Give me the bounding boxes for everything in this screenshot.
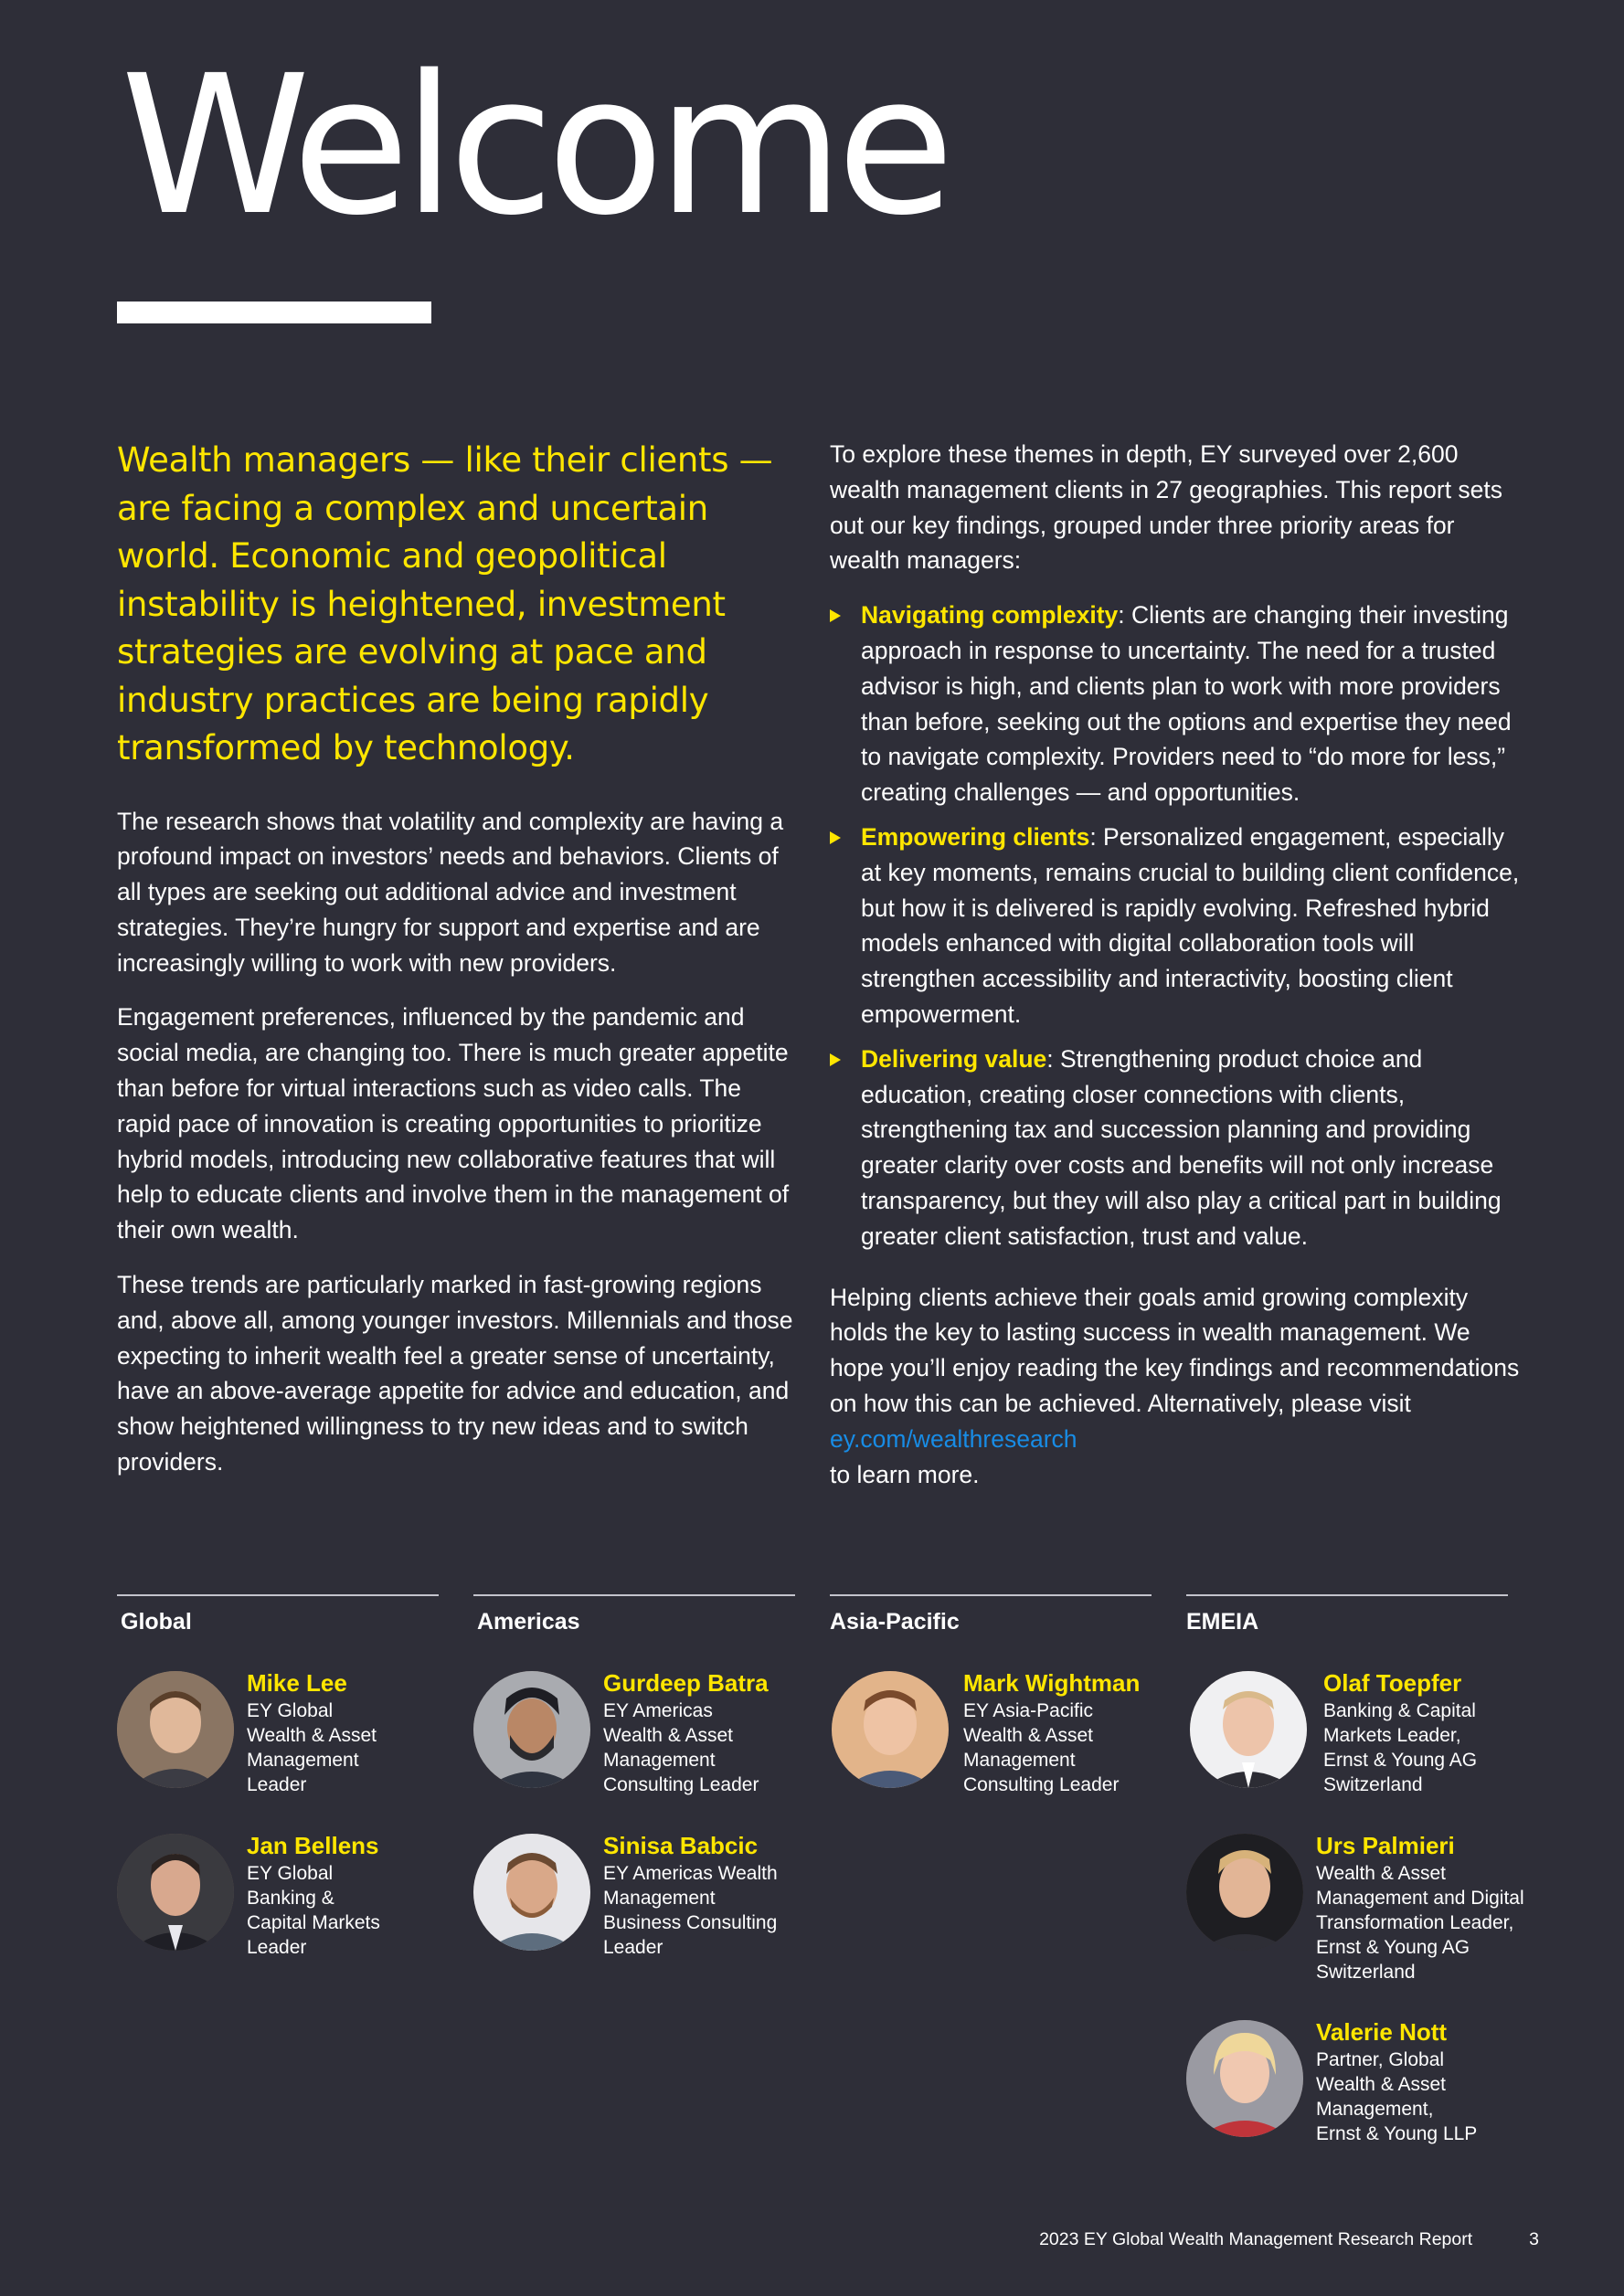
triangle-bullet-icon — [830, 1053, 841, 1066]
page-number: 3 — [1529, 2229, 1539, 2249]
avatar — [832, 1671, 949, 1788]
triangle-bullet-icon — [830, 831, 841, 844]
contact-name: Valerie Nott — [1316, 2018, 1448, 2046]
priority-title: Delivering value — [861, 1044, 1047, 1073]
closing-paragraph — [830, 1280, 1524, 1493]
contact-role: EY Americas Wealth & Asset Management Consulting Leader — [603, 1700, 759, 1795]
region-divider — [117, 1594, 439, 1596]
report-title: 2023 EY Global Wealth Management Research Report — [1039, 2229, 1473, 2249]
contact-name: Mark Wightman — [963, 1669, 1141, 1697]
closing-text: Helping clients achieve their goals amid growing complexity holds the key to lasting success in wealth management. We hope you’ll enjoy reading the key findings and recommendations on how this can be achieved. Alternatively, please visit — [830, 1283, 1520, 1417]
avatar — [473, 1671, 590, 1788]
right-column — [830, 437, 1524, 1511]
avatar — [473, 1834, 590, 1951]
contact-name: Urs Palmieri — [1316, 1832, 1455, 1859]
region-asia-pacific — [830, 1594, 1152, 1795]
contact-name: Mike Lee — [247, 1669, 347, 1697]
body-paragraph: The research shows that volatility and complexity are having a profound impact on investors’ needs and behaviors. Clients of all types are seeking out additional advice and investment strategies. They’re hungry for support and expertise and are increasingly willing to work with new providers. — [117, 807, 784, 977]
contact-role: Partner, Global Wealth & Asset Management, Ernst & Young LLP — [1316, 2049, 1478, 2144]
region-divider — [473, 1594, 795, 1596]
lead-paragraph: Wealth managers — like their clients — are facing a complex and uncertain world. Economic and geopolitical instability is heightened, investment strategies are evolving at pace and industry practices are being rapidly transformed by technology. — [117, 440, 773, 767]
priority-text: : Personalized engagement, especially at key moments, remains crucial to building client confidence, but how it is delivered is rapidly evolving. Refreshed hybrid models enhanced with digital collaboration tools will strengthen accessibility and interactivity, boosting client empowerment. — [861, 822, 1520, 1028]
contact-role: Banking & Capital Markets Leader, Ernst & Young AG Switzerland — [1323, 1700, 1478, 1795]
contact-role: EY Americas Wealth Management Business Consulting Leader — [603, 1863, 778, 1958]
region-name: Global — [121, 1609, 192, 1635]
body-paragraph: Engagement preferences, influenced by the pandemic and social media, are changing too. There is much greater appetite than before for virtual interactions such as video calls. The rapid pace of innovation is creating opportunities to prioritize hybrid models, introducing new collaborative features that will help to educate clients and involve them in the management of their own wealth. — [117, 1003, 790, 1244]
avatar — [117, 1671, 234, 1788]
contact-role: EY Global Wealth & Asset Management Leader — [247, 1700, 377, 1795]
avatar — [1190, 1671, 1307, 1788]
region-name: Americas — [477, 1609, 580, 1635]
priority-list — [830, 598, 1524, 1254]
priority-item — [830, 598, 1524, 810]
title-underline — [117, 302, 431, 323]
avatar — [117, 1834, 234, 1951]
left-column — [117, 437, 793, 1499]
closing-text-end: to learn more. — [830, 1460, 980, 1488]
page-title: Welcome — [121, 34, 948, 258]
intro-paragraph: To explore these themes in depth, EY surveyed over 2,600 wealth management clients in 27 geographies. This report sets out our key findings, grouped under three priority areas for wealth managers: — [830, 440, 1503, 575]
priority-item — [830, 820, 1524, 1032]
region-americas — [473, 1594, 795, 1958]
priority-text: : Strengthening product choice and education, creating closer connections with clients, strengthening tax and succession planning and providing greater clarity over costs and benefits will not only increase transparency, but they will also play a critical part in building greater client satisfaction, trust and value. — [861, 1044, 1502, 1250]
region-divider — [1186, 1594, 1508, 1596]
region-global — [117, 1594, 439, 1958]
region-divider — [830, 1594, 1152, 1596]
triangle-bullet-icon — [830, 609, 841, 622]
avatar — [1186, 2020, 1303, 2137]
priority-title: Navigating complexity — [861, 601, 1119, 630]
region-name: Asia-Pacific — [830, 1609, 960, 1635]
priority-item — [830, 1042, 1524, 1254]
wealthresearch-link[interactable]: ey.com/wealthresearch — [830, 1424, 1077, 1453]
region-name: EMEIA — [1186, 1609, 1259, 1635]
avatar — [1186, 1834, 1303, 1951]
contact-name: Sinisa Babcic — [603, 1832, 759, 1859]
contact-role: EY Global Banking & Capital Markets Leader — [247, 1863, 380, 1958]
contact-role: Wealth & Asset Management and Digital Transformation Leader, Ernst & Young AG Switzerland — [1316, 1863, 1524, 1983]
priority-text: : Clients are changing their investing approach in response to uncertainty. The need for a trusted advisor is high, and clients plan to work with more providers than before, seeking out the options and expertise they need to navigate complexity. Providers need to “do more for less,” creating challenges — and opportunities. — [861, 601, 1512, 807]
priority-title: Empowering clients — [861, 822, 1090, 851]
contact-name: Jan Bellens — [247, 1832, 379, 1859]
contact-name: Olaf Toepfer — [1323, 1669, 1462, 1697]
contact-name: Gurdeep Batra — [603, 1669, 769, 1697]
page-footer — [1039, 2229, 1539, 2250]
body-paragraph: These trends are particularly marked in fast-growing regions and, above all, among younger investors. Millennials and those expecting to inherit wealth feel a greater sense of uncertainty, have an above-average appetite for advice and education, and show heightened willingness to try new ideas and to switch providers. — [117, 1271, 793, 1476]
region-emeia — [1186, 1594, 1524, 2144]
contact-role: EY Asia-Pacific Wealth & Asset Management Consulting Leader — [963, 1700, 1120, 1795]
